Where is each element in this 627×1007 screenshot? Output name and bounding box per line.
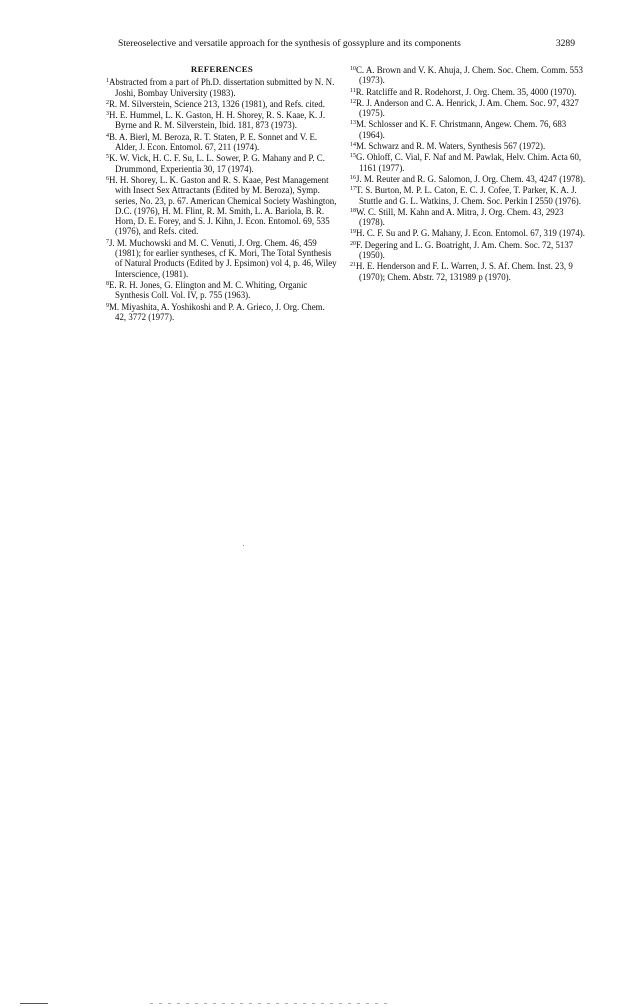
reference-text: H. E. Henderson and F. L. Warren, J. S. Af. Chem. Inst. 23, 9 (1970); Chem. Abstr. 72, 131989 p (1970).: [356, 261, 573, 282]
reference-item: [106, 237, 338, 279]
reference-item: [350, 239, 590, 261]
reference-number: 10: [350, 66, 356, 72]
reference-text: M. Miyashita, A. Yoshikoshi and P. A. Grieco, J. Org. Chem. 42, 3772 (1977).: [109, 301, 325, 322]
references-left-column: [106, 64, 338, 322]
reference-number: 15: [350, 153, 356, 160]
reference-text: K. W. Vick, H. C. F. Su, L. L. Sower, P. G. Mahany and P. C. Drummond, Experientia 30, 17 (1974).: [109, 153, 325, 174]
reference-item: [106, 98, 338, 109]
stray-mark: [243, 545, 244, 546]
reference-number: 5: [106, 154, 109, 161]
reference-text: F. Degering and L. G. Boatright, J. Am. Chem. Soc. 72, 5137 (1950).: [356, 239, 574, 261]
reference-number: 17: [350, 186, 356, 193]
reference-number: 6: [106, 175, 109, 182]
reference-number: 7: [106, 238, 109, 245]
reference-number: 8: [106, 280, 109, 287]
reference-number: 14: [350, 142, 356, 149]
reference-item: [350, 227, 590, 238]
references-right-column: [350, 64, 590, 282]
reference-text: R. Ratcliffe and R. Rodehorst, J. Org. Chem. 35, 4000 (1970).: [355, 86, 577, 97]
reference-text: H. E. Hummel, L. K. Gaston, H. H. Shorey, R. S. Kaae, K. J. Byrne and R. M. Silverstein, Ibid. 181, 873 (1973).: [109, 110, 326, 131]
reference-item: [350, 173, 590, 184]
reference-text: H. H. Shorey, L. K. Gaston and R. S. Kaae, Pest Management with Insect Sex Attractants (Edited by M. Beroza), Symp. series, No. 23, p. 67. American Chemical Society Washington, D.C. (1976), H. M. Flint, R. M. Smith, L. A. Bariola, B. R. Horn, D. E. Forey, and S. J. Kihn, J. Econ. Entomol. 69, 535 (1976), and Refs. cited.: [109, 174, 337, 237]
reference-item: [106, 301, 338, 323]
reference-item: [350, 184, 590, 206]
reference-text: Abstracted from a part of Ph.D. dissertation submitted by N. N. Joshi, Bombay University (1983).: [109, 77, 335, 98]
reference-text: H. C. F. Su and P. G. Mahany, J. Econ. Entomol. 67, 319 (1974).: [356, 228, 585, 239]
reference-number: 4: [106, 132, 109, 139]
reference-text: J. M. Muchowski and M. C. Venuti, J. Org. Chem. 46, 459 (1981); for earlier syntheses, cf K. Mori, The Total Synthesis of Natural Products (Edited by J. Epsimon) vol 4, p. 46, Wiley Interscience, (1981).: [109, 237, 337, 279]
reference-item: [350, 118, 590, 140]
reference-item: [350, 206, 590, 228]
reference-number: 20: [350, 240, 356, 247]
reference-number: 16: [350, 174, 356, 181]
reference-text: R. J. Anderson and C. A. Henrick, J. Am. Chem. Soc. 97, 4327 (1975).: [356, 97, 579, 119]
reference-text: M. Schlosser and K. F. Christmann, Angew. Chem. 76, 683 (1964).: [356, 119, 567, 140]
reference-number: 18: [350, 207, 356, 214]
reference-item: [350, 140, 590, 151]
reference-text: M. Schwarz and R. M. Waters, Synthesis 567 (1972).: [356, 141, 546, 152]
reference-number: 1: [106, 78, 109, 85]
reference-list-left: [106, 76, 338, 322]
running-header: [118, 38, 575, 49]
reference-item: [350, 97, 590, 119]
reference-number: 3: [106, 111, 109, 118]
reference-text: R. M. Silverstein, Science 213, 1326 (1981), and Refs. cited.: [109, 98, 325, 109]
reference-item: [350, 260, 590, 282]
reference-text: T. S. Burton, M. P. L. Caton, E. C. J. Cofee, T. Parker, K. A. J. Stuttle and G. L. Watkins, J. Chem. Soc. Perkin I 2550 (1976).: [356, 185, 581, 206]
reference-number: 2: [106, 99, 109, 106]
reference-number: 9: [106, 302, 109, 309]
reference-number: 19: [350, 229, 356, 236]
reference-item: [350, 151, 590, 173]
reference-text: C. A. Brown and V. K. Ahuja, J. Chem. Soc. Chem. Comm. 553 (1973).: [356, 65, 583, 86]
footer-scan-noise: [150, 1003, 390, 1004]
reference-item: [350, 64, 590, 86]
reference-text: W. C. Still, M. Kahn and A. Mitra, J. Org. Chem. 43, 2923 (1978).: [356, 206, 564, 228]
reference-number: 11: [350, 87, 356, 94]
reference-number: 13: [350, 120, 356, 127]
reference-item: [106, 109, 338, 131]
footer-rule: [20, 1003, 48, 1004]
page-footer: [0, 997, 627, 1007]
reference-list-right: [350, 64, 590, 282]
reference-item: [106, 279, 338, 301]
running-header-title: Stereoselective and versatile approach for the synthesis of gossyplure and its components: [118, 38, 461, 49]
references-heading: REFERENCES: [190, 64, 254, 74]
reference-number: 12: [350, 98, 356, 105]
reference-text: B. A. Bierl, M. Beroza, R. T. Staten, P. E. Sonnet and V. E. Alder, J. Econ. Entomol. 67, 211 (1974).: [109, 131, 318, 153]
reference-item: [106, 174, 338, 237]
reference-text: J. M. Reuter and R. G. Salomon, J. Org. Chem. 43, 4247 (1978).: [356, 173, 586, 184]
reference-item: [106, 152, 338, 174]
reference-text: E. R. H. Jones, G. Elington and M. C. Whiting, Organic Synthesis Coll. Vol. IV, p. 755 (1963).: [109, 279, 308, 301]
reference-item: [106, 131, 338, 153]
reference-item: [106, 76, 338, 98]
reference-number: 21: [350, 262, 356, 269]
reference-text: G. Ohloff, C. Vial, F. Naf and M. Pawlak, Helv. Chim. Acta 60, 1161 (1977).: [356, 152, 582, 173]
page-number: 3289: [555, 38, 575, 49]
reference-item: [350, 86, 590, 97]
